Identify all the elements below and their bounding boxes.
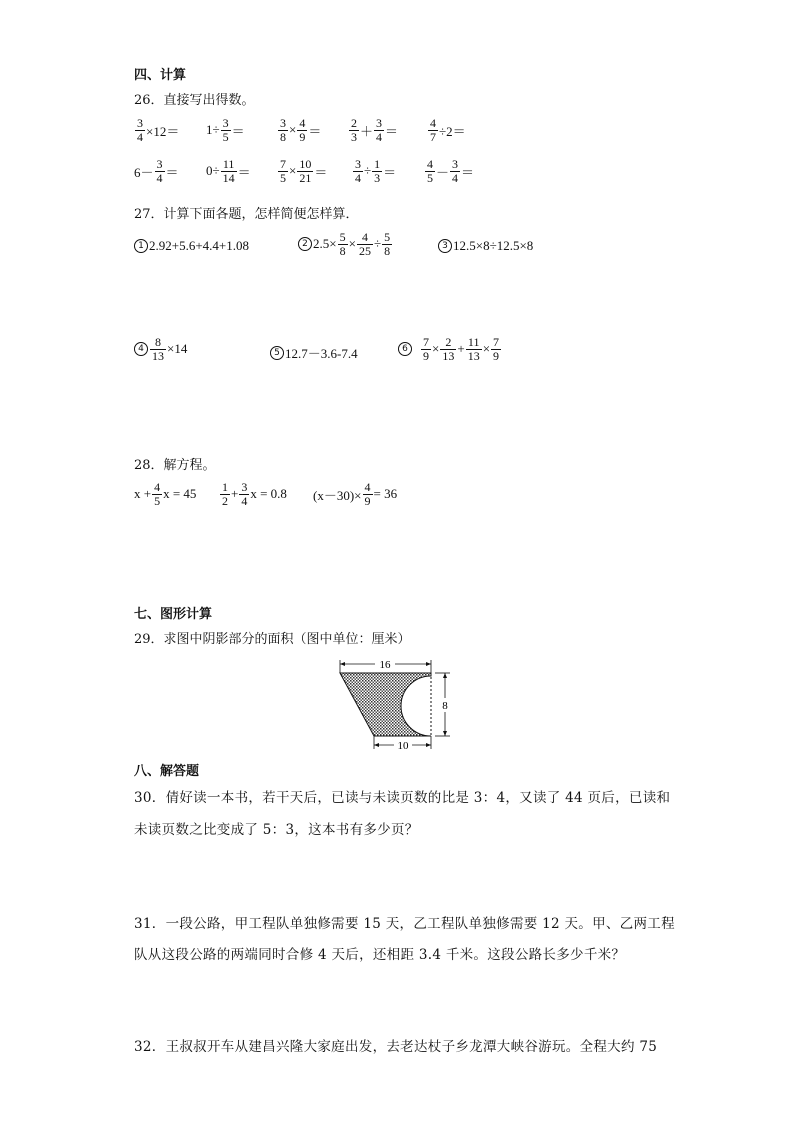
q29-title: 29．求图中阴影部分的面积（图中单位：厘米） (134, 632, 411, 647)
q27-p2: 2 2.5× $\frac{5}{8}$ × $\frac{4}{25}$ ÷ $\frac{5}{8}$ (298, 231, 393, 257)
circled-number: 6 (398, 342, 412, 356)
dim-bottom: 10 (397, 740, 409, 751)
q28-eq2: $\frac{1}{2}$ + $\frac{3}{4}$ x = 0.8 (222, 480, 287, 508)
q27-p3: 3 12.5×8÷12.5×8 (438, 238, 533, 254)
dim-height: 8 (442, 700, 448, 712)
q27-title: 27．计算下面各题，怎样简便怎样算． (134, 207, 359, 222)
q26-r2-e2: 0÷ $\frac{11}{14}$ ＝ (206, 157, 251, 185)
shaded-area-figure (335, 656, 460, 751)
q26-r2-e3: $\frac{7}{5}$ × $\frac{10}{21}$ ＝ (280, 157, 328, 185)
q30-line1: 30．倩好读一本书，若干天后，已读与未读页数的比是 3：4，又读了 44 页后，已读和 (134, 790, 671, 806)
q26-r1-e2: 1÷ $\frac{3}{5}$ ＝ (206, 116, 245, 144)
q26-r1-e4: $\frac{2}{3}$ ＋ $\frac{3}{4}$ ＝ (351, 116, 399, 144)
circled-number: 1 (134, 239, 148, 253)
section-title-word-problems: 八、解答题 (134, 764, 200, 779)
q26-r1-e3: $\frac{3}{8}$ × $\frac{4}{9}$ ＝ (280, 116, 322, 144)
shaded-region (340, 673, 431, 736)
q30-line2: 未读页数之比变成了 5：3，这本书有多少页？ (134, 822, 419, 838)
q27-p4: 4 $\frac{8}{13}$ ×14 (134, 336, 187, 362)
circled-number: 5 (270, 346, 284, 360)
q31-line2: 队从这段公路的两端同时合修 4 天后，还相距 3.4 千米。这段公路长多少千米？ (134, 947, 626, 963)
circled-number: 3 (438, 239, 452, 253)
q26-title: 26．直接写出得数。 (134, 93, 255, 108)
q28-eq3: (x－30)× $\frac{4}{9}$ = 36 (313, 480, 398, 508)
circled-number: 2 (298, 237, 312, 251)
q31-line1: 31．一段公路，甲工程队单独修需要 15 天，乙工程队单独修需要 12 天。甲、乙两工程 (134, 916, 675, 932)
circled-number: 4 (134, 342, 148, 356)
q27-p1: 1 2.92+5.6+4.4+1.08 (134, 238, 249, 254)
q26-r1-e1: $\frac{3}{4}$ ×12＝ (137, 116, 180, 144)
q27-p5: 5 12.7－3.6-7.4 (270, 343, 358, 362)
dim-top: 16 (379, 659, 391, 671)
q26-r2-e4: $\frac{3}{4}$ ÷ $\frac{1}{3}$ ＝ (355, 157, 397, 185)
q26-r1-e5: $\frac{4}{7}$ ÷2＝ (430, 116, 466, 144)
q28-eq1: x + $\frac{4}{5}$ x = 45 (134, 480, 197, 508)
q28-title: 28．解方程。 (134, 458, 216, 473)
q26-r2-e5: $\frac{4}{5}$ － $\frac{3}{4}$ ＝ (427, 157, 475, 185)
section-title-geometry: 七、图形计算 (134, 607, 213, 622)
section-title-calc: 四、计算 (134, 68, 187, 83)
q32-line1: 32．王叔叔开车从建昌兴隆大家庭出发，去老达杖子乡龙潭大峡谷游玩。全程大约 75 (134, 1039, 658, 1055)
q27-p6: 6 $\frac{7}{9}$ × $\frac{2}{13}$ + $\frac{11}{13}$ × $\frac{7}{9}$ (398, 336, 502, 362)
q26-r2-e1: 6－ $\frac{3}{4}$ ＝ (134, 157, 179, 185)
